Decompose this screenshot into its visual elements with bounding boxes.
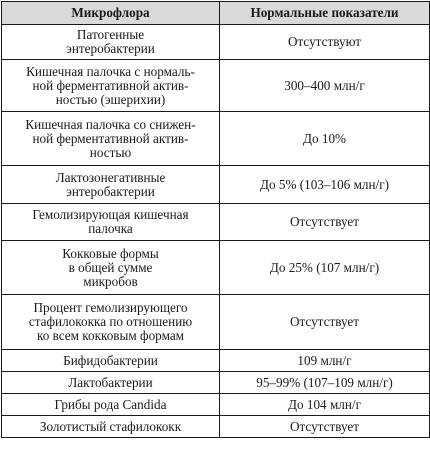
microflora-name: Кишечная палочка с нормаль- ной ферментативной актив- ностью (эшерихии)	[2, 60, 220, 112]
table-row	[2, 166, 430, 204]
table-row	[2, 350, 430, 372]
table-row	[2, 112, 430, 166]
table-row	[2, 204, 430, 241]
microflora-name: Золотистый стафилококк	[2, 416, 220, 438]
table-body	[2, 25, 430, 438]
normal-value: 109 млн/г	[220, 350, 430, 372]
normal-value: 95–99% (107–109 млн/г)	[220, 372, 430, 394]
normal-value: 300–400 млн/г	[220, 60, 430, 112]
table-row	[2, 25, 430, 60]
microflora-name: Лактобактерии	[2, 372, 220, 394]
table-row	[2, 295, 430, 350]
microflora-name: Грибы рода Candida	[2, 394, 220, 416]
table-row	[2, 241, 430, 295]
table-row	[2, 372, 430, 394]
normal-value: До 104 млн/г	[220, 394, 430, 416]
header-microflora: Микрофлора	[2, 2, 220, 25]
normal-value: Отсутствует	[220, 204, 430, 241]
microflora-name: Кишечная палочка со снижен- ной ферментативной актив- ностью	[2, 112, 220, 166]
table-row	[2, 60, 430, 112]
normal-value: Отсутствует	[220, 416, 430, 438]
table-row	[2, 394, 430, 416]
microflora-name: Процент гемолизирующего стафилококка по отношению ко всем кокковым формам	[2, 295, 220, 350]
normal-value: До 10%	[220, 112, 430, 166]
header-normal-values: Нормальные показатели	[220, 2, 430, 25]
microflora-name: Бифидобактерии	[2, 350, 220, 372]
table-row	[2, 416, 430, 438]
normal-value: Отсутствует	[220, 295, 430, 350]
header-row	[2, 2, 430, 25]
microflora-name: Патогенные энтеробактерии	[2, 25, 220, 60]
microflora-name: Кокковые формы в общей сумме микробов	[2, 241, 220, 295]
normal-value: До 25% (107 млн/г)	[220, 241, 430, 295]
normal-value: До 5% (103–106 млн/г)	[220, 166, 430, 204]
microflora-norms-table	[1, 1, 430, 438]
table-header	[2, 2, 430, 25]
microflora-name: Гемолизирующая кишечная палочка	[2, 204, 220, 241]
microflora-name: Лактозонегативные энтеробактерии	[2, 166, 220, 204]
normal-value: Отсутствуют	[220, 25, 430, 60]
